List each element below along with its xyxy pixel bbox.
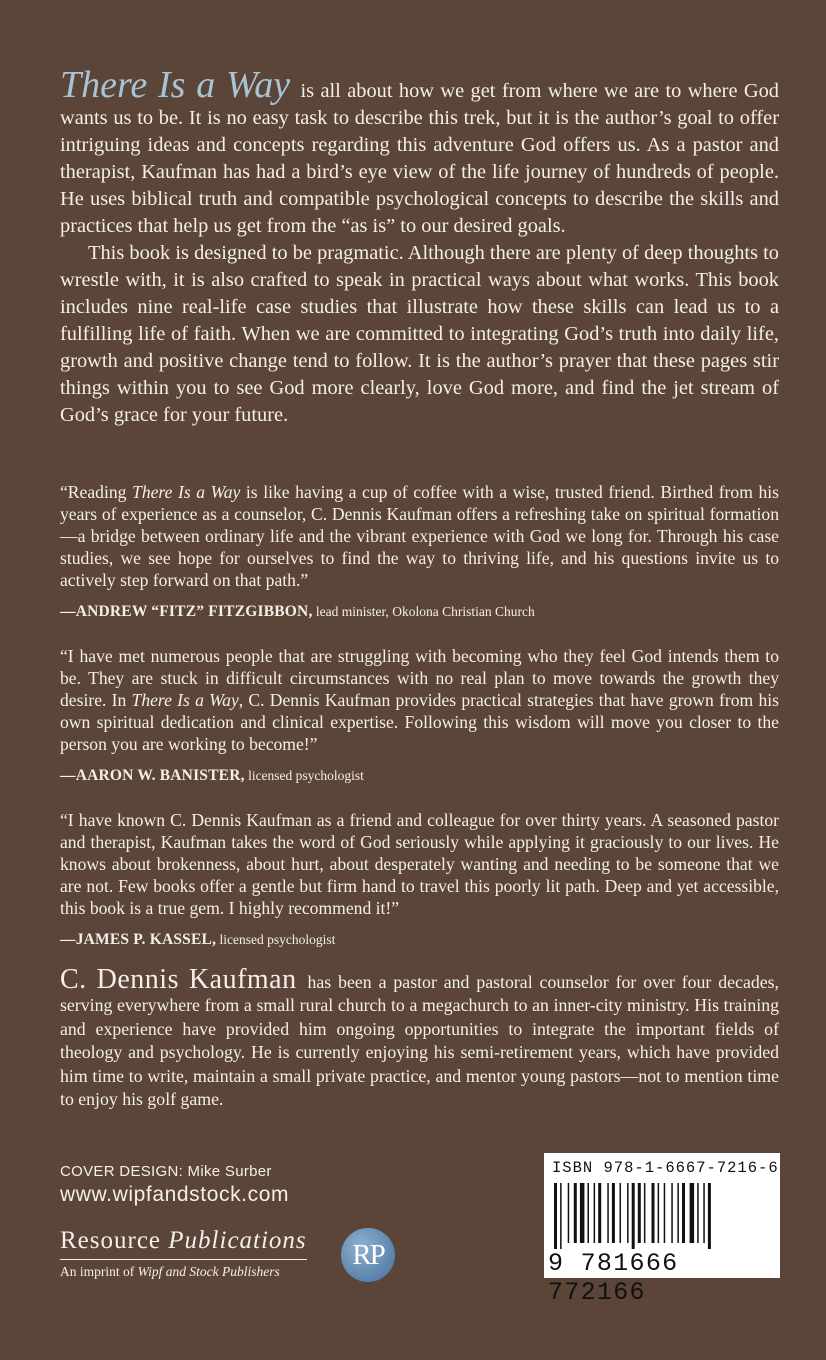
barcode-bar [560,1183,562,1249]
author-name: C. Dennis Kaufman [60,964,297,995]
barcode-bar [594,1183,596,1243]
endorser-role: licensed psychologist [244,768,364,783]
credits [60,1163,289,1207]
publisher-name [60,1227,307,1260]
blurb-paragraph-1-text: is all about how we get from where we are to where God wants us to be. It is no easy task to describe this trek, but it is the author’s goal to offer intriguing ideas and concepts regarding this adventure God offers us. As a pastor and therapist, Kaufman has had a bird’s eye view of the life journey of hundreds of people. He uses biblical truth and compatible psychological concepts to describe the skills and practices that help us get from the “as is” to our desired goals. [60,80,780,237]
endorser-role: lead minister, Okolona Christian Church [312,604,535,619]
barcode-bar [652,1183,655,1243]
publisher-name-italic: Publications [168,1227,307,1254]
author-bio-text: has been a pastor and pastoral counselor for over four decades, serving everywhere from a small rural church to a megachurch to an inner-city ministry. His training and experience have provided him ongoing opportunities to integrate the important fields of theology and psychology. He is currently enjoying his semi-retirement years, which have provided him time to write, maintain a small private practice, and mentor young pastors—not to mention time to enjoy his golf game. [60,972,779,1110]
barcode-bar [677,1183,679,1243]
barcode-bar [638,1183,641,1243]
publisher-name-regular: Resource [60,1227,169,1254]
barcode-bar [682,1183,685,1243]
author-bio [60,964,779,1111]
endorsement [60,809,779,951]
barcode-bar [644,1183,646,1243]
endorsement-text [60,481,779,591]
endorsement-text-part: “I have known C. Dennis Kaufman as a friend and colleague for over thirty years. A seasoned pastor and therapist, Kaufman takes the word of God seriously while applying it graciously to our lives. He knows about brokenness, about hurt, about desperately wanting and needing to be someone that we are not. Few books offer a gentle but firm hand to travel this poorly lit path. Deep and yet accessible, this book is a true gem. I highly recommend it!” [60,810,779,918]
endorsement-text-part: “Reading [60,482,133,502]
publisher-imprint [60,1264,307,1280]
barcode-bar [690,1183,695,1243]
endorser-role: licensed psychologist [216,932,336,947]
barcode-bar [580,1183,585,1243]
endorsement-attribution [60,929,779,951]
publisher-block [60,1227,307,1280]
endorsement-attribution [60,765,779,787]
cover-design-credit: COVER DESIGN: Mike Surber [60,1163,272,1180]
barcode-bar [703,1183,705,1243]
rp-logo-icon: RP [341,1228,395,1282]
barcode-bar [627,1183,629,1243]
blurb-paragraph-1 [60,64,780,240]
endorsement [60,645,779,787]
endorsement-text-part: “I have met numerous people that are struggling with becoming who they feel God intends them to be. They are stuck in difficult circumstances with no real plan to move towards the growth they desire. In [60,646,779,710]
endorsement-text-part: , C. Dennis Kaufman provides practical strategies that have grown from his own spiritual dedication and clinical expertise. Following this wisdom will move you closer to the person you are working to become!” [60,690,779,754]
barcode-bar [612,1183,615,1243]
barcode-bar [568,1183,570,1243]
endorser-name: —JAMES P. KASSEL, [60,931,217,948]
endorsement-text [60,809,779,919]
barcode-bars-icon [552,1183,772,1249]
barcode-bar [574,1183,577,1243]
barcode-bar [607,1183,609,1243]
isbn-barcode [544,1153,780,1307]
barcode-bar [588,1183,590,1243]
barcode-bar [632,1183,635,1249]
endorsement [60,481,779,623]
isbn-digits: 9 781666 772166 [548,1249,679,1307]
isbn-label: ISBN 978-1-6667-7216-6 [552,1159,779,1177]
endorsements [60,481,779,973]
barcode-bar [671,1183,673,1243]
book-title: There Is a Way [60,64,291,106]
imprint-text: An imprint of [60,1264,138,1279]
barcode-bar [554,1183,557,1249]
publisher-website: www.wipfandstock.com [60,1183,290,1206]
imprint-publisher: Wipf and Stock Publishers [137,1264,280,1279]
endorsement-text [60,645,779,755]
back-cover-blurb [60,64,780,429]
barcode-bar [658,1183,660,1243]
endorsement-text-part: is like having a cup of coffee with a wise, trusted friend. Birthed from his years of experience as a counselor, C. Dennis Kaufman offers a refreshing take on spiritual formation—a bridge between ordinary life and the vibrant experience with God we long for. Through his case studies, we see hope for ourselves to find the way to thriving life, and his questions invite us to actively step forward on that path.” [60,482,780,590]
barcode-bar [598,1183,601,1243]
barcode-bar [620,1183,622,1243]
endorser-name: —AARON W. BANISTER, [60,767,245,784]
barcode-bar [664,1183,666,1243]
endorsement-book-title: There Is a Way [132,482,241,502]
blurb-paragraph-2: This book is designed to be pragmatic. Although there are plenty of deep thoughts to wrestle with, it is also crafted to speak in practical ways about what works. This book includes nine real-life case studies that illustrate how these skills can lead us to a fulfilling life of faith. When we are committed to integrating God’s truth into daily life, growth and positive change tend to follow. It is the author’s prayer that these pages stir things within you to see God more clearly, love God more, and find the jet stream of God’s grace for your future. [60,242,779,426]
barcode-bar [708,1183,711,1249]
barcode-bar [697,1183,699,1243]
endorsement-attribution [60,601,779,623]
endorser-name: —ANDREW “FITZ” FITZGIBBON, [60,603,313,620]
endorsement-book-title: There Is a Way [131,690,239,710]
